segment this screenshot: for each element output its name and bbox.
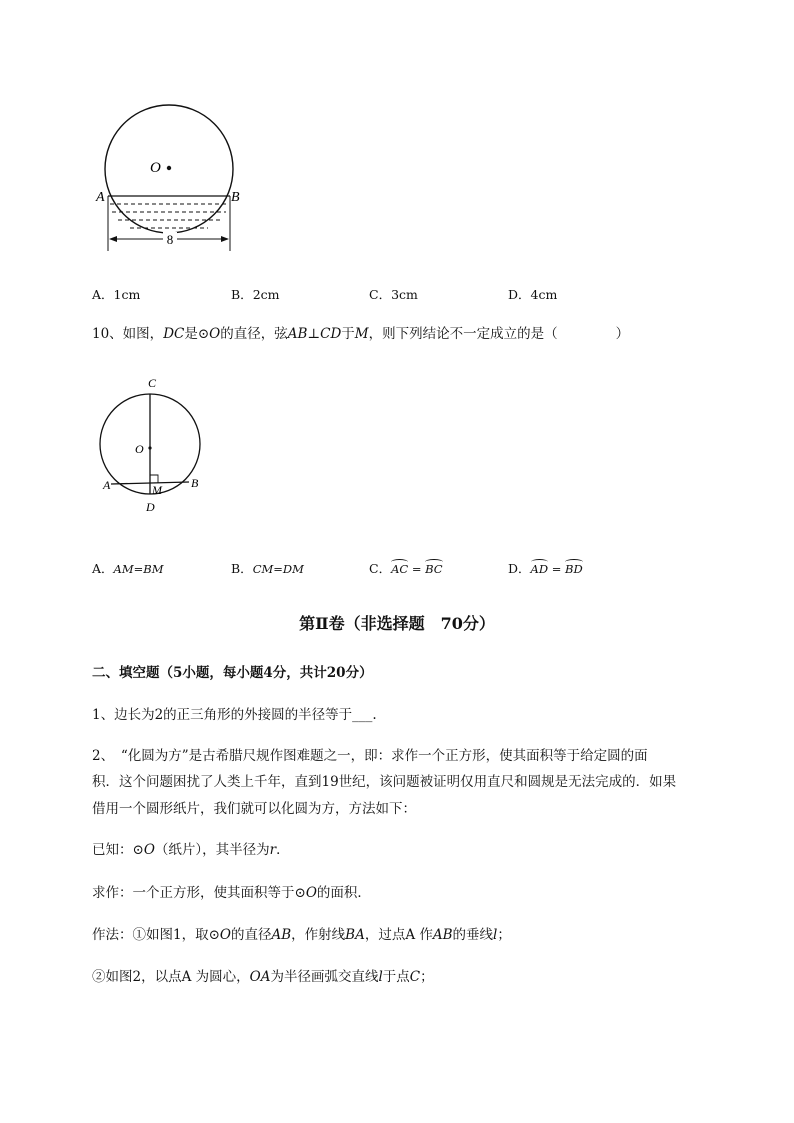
q9-option-b[interactable] bbox=[231, 285, 280, 303]
point-label-b: B bbox=[191, 476, 199, 490]
math-oa: OA bbox=[249, 969, 271, 985]
point-label-m: M bbox=[152, 483, 162, 497]
text: 的面积． bbox=[316, 885, 371, 901]
text: ，则下列结论不一定成立的是（ bbox=[368, 326, 558, 342]
option-text: CM=DM bbox=[252, 562, 304, 576]
q9-option-a[interactable] bbox=[92, 285, 140, 303]
option-text: 3cm bbox=[391, 287, 418, 302]
text: ； bbox=[420, 969, 434, 985]
center-point bbox=[148, 446, 151, 449]
text: 求作：一个正方形，使其面积等于⊙ bbox=[92, 885, 306, 901]
math-ba: BA bbox=[345, 927, 365, 943]
figure-circle-diameter bbox=[92, 372, 212, 522]
method-step-1 bbox=[92, 925, 511, 945]
equals-sign: = bbox=[408, 562, 426, 576]
arc-ac: AC bbox=[391, 562, 409, 576]
text: ． bbox=[276, 842, 290, 858]
text: 已知：⊙ bbox=[92, 842, 144, 858]
math-ab: AB bbox=[287, 326, 308, 342]
math-ab: AB bbox=[271, 927, 292, 943]
section-title: 第Ⅱ卷（非选择题 70分） bbox=[299, 614, 495, 633]
option-letter: D． bbox=[508, 561, 531, 576]
text: 于点 bbox=[382, 969, 410, 985]
q10-option-c[interactable] bbox=[369, 559, 443, 577]
option-letter: B． bbox=[231, 561, 253, 576]
math-c: C bbox=[409, 969, 421, 985]
point-label-b: B bbox=[231, 190, 240, 205]
option-text: 4cm bbox=[530, 287, 558, 302]
option-text: 2cm bbox=[252, 287, 280, 302]
option-letter: A． bbox=[92, 287, 114, 302]
center-point bbox=[167, 166, 171, 170]
part-heading: 二、填空题（5小题，每小题4分，共计20分） bbox=[92, 665, 373, 681]
text: 于 bbox=[341, 326, 355, 342]
text: ，过点A 作 bbox=[364, 927, 433, 943]
math-r: r bbox=[269, 842, 277, 858]
point-label-o: O bbox=[135, 442, 144, 456]
arc-bc: BC bbox=[425, 562, 443, 576]
math-l: l bbox=[493, 927, 498, 943]
text: 的垂线 bbox=[452, 927, 494, 943]
math-o: O bbox=[209, 326, 221, 342]
text: 的直径 bbox=[230, 927, 272, 943]
text: ，作射线 bbox=[291, 927, 346, 943]
q10-option-d[interactable] bbox=[508, 559, 583, 577]
perp-symbol: ⊥ bbox=[307, 326, 321, 342]
construct-line bbox=[92, 883, 371, 903]
point-label-a: A bbox=[103, 478, 111, 492]
text: 是⊙ bbox=[184, 326, 210, 342]
arrow-left bbox=[109, 236, 117, 242]
text: （纸片），其半径为 bbox=[154, 842, 270, 858]
option-letter: B． bbox=[231, 287, 253, 302]
q10-option-a[interactable] bbox=[92, 559, 163, 577]
method-step-2 bbox=[92, 967, 434, 987]
center-label-o: O bbox=[150, 160, 161, 176]
text: ） bbox=[615, 326, 630, 342]
arrow-right bbox=[221, 236, 229, 242]
text: 的直径，弦 bbox=[220, 326, 288, 342]
water-level-lines bbox=[110, 204, 228, 228]
text: 为半径画弧交直线 bbox=[270, 969, 379, 985]
option-letter: C． bbox=[369, 561, 392, 576]
fill-question-2-line2: 积．这个问题困扰了人类上千年，直到19世纪，该问题被证明仅用直尺和圆规是无法完成的．如果 bbox=[92, 774, 677, 790]
equals-sign: = bbox=[548, 562, 566, 576]
q10-stem bbox=[92, 324, 629, 344]
math-l: l bbox=[378, 969, 383, 985]
math-dc: DC bbox=[163, 326, 185, 342]
right-angle-mark bbox=[150, 475, 158, 483]
option-text: 1cm bbox=[113, 287, 141, 302]
point-label-d: D bbox=[146, 500, 155, 514]
figure-circle-chord bbox=[90, 98, 250, 260]
text: 作法：①如图1，取⊙ bbox=[92, 927, 220, 943]
math-m: M bbox=[354, 326, 369, 342]
fill-question-2-line1: 2、 “化圆为方”是古希腊尺规作图难题之一，即：求作一个正方形，使其面积等于给定圆的面 bbox=[92, 748, 648, 764]
math-o: O bbox=[143, 842, 155, 858]
q10-number: 10、如图， bbox=[92, 326, 164, 342]
math-ab: AB bbox=[432, 927, 453, 943]
arc-ad: AD bbox=[530, 562, 549, 576]
text: ； bbox=[497, 927, 511, 943]
point-label-c: C bbox=[148, 376, 157, 390]
q9-option-c[interactable] bbox=[369, 285, 418, 303]
math-o: O bbox=[305, 885, 317, 901]
text: ②如图2，以点A 为圆心， bbox=[92, 969, 250, 985]
q10-option-b[interactable] bbox=[231, 559, 304, 577]
math-cd: CD bbox=[320, 326, 342, 342]
point-label-a: A bbox=[96, 190, 105, 205]
q9-option-d[interactable] bbox=[508, 285, 557, 303]
known-line bbox=[92, 840, 290, 860]
math-o: O bbox=[219, 927, 231, 943]
option-letter: D． bbox=[508, 287, 531, 302]
option-letter: C． bbox=[369, 287, 392, 302]
option-letter: A． bbox=[92, 561, 114, 576]
arc-bd: BD bbox=[565, 562, 583, 576]
dimension-label: 8 bbox=[166, 232, 174, 247]
option-text: AM=BM bbox=[113, 562, 164, 576]
fill-question-1: 1、边长为2的正三角形的外接圆的半径等于___. bbox=[92, 707, 377, 723]
fill-question-2-line3: 借用一个圆形纸片，我们就可以化圆为方，方法如下： bbox=[92, 801, 416, 817]
